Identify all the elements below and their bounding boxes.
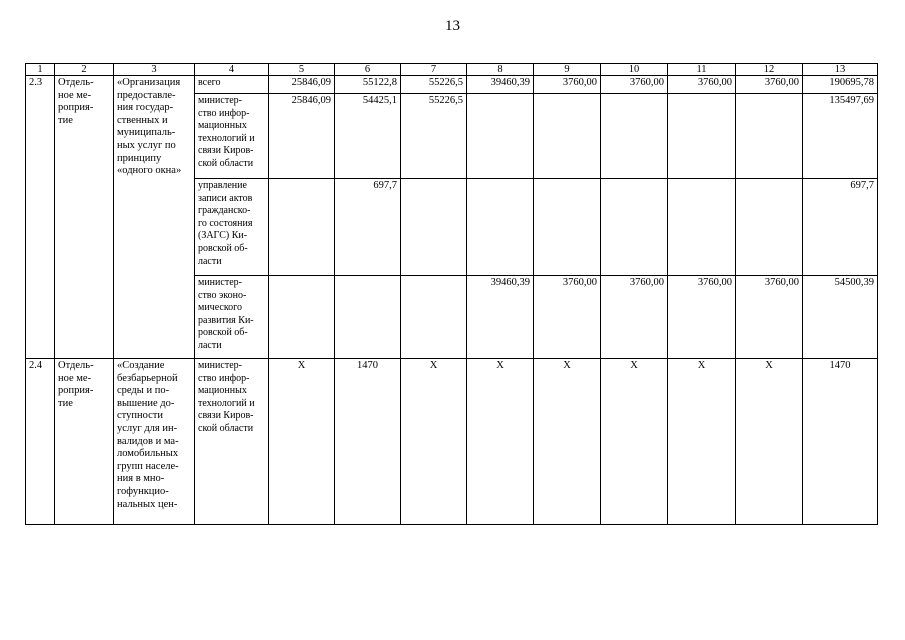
value-cell [401,179,467,276]
value-cell: 55226,5 [401,76,467,94]
column-header: 6 [335,64,401,76]
column-header: 2 [55,64,114,76]
measure-name: «Создание безбарьерной среды и по- вышение до- ступности услуг для ин- валидов и ма- ломобильных групп населе- ния в мно- гофункцио- нальных цен- [114,359,195,525]
value-cell [534,179,601,276]
value-cell: 54500,39 [803,276,878,359]
value-cell [668,179,736,276]
value-cell [601,179,668,276]
value-cell: 3760,00 [534,276,601,359]
value-cell: 697,7 [335,179,401,276]
column-header: 8 [467,64,534,76]
value-cell [269,179,335,276]
value-cell: Х [467,359,534,525]
column-header: 12 [736,64,803,76]
budget-table [25,63,878,525]
value-cell: 1470 [335,359,401,525]
measure-type: Отдель- ное ме- роприя- тие [55,359,114,525]
measure-type: Отдель- ное ме- роприя- тие [55,76,114,359]
executor-cell: управление записи актов гражданско- го состояния (ЗАГС) Ки- ровской об- ласти [195,179,269,276]
table-row [26,76,878,94]
row-number: 2.3 [26,76,55,359]
executor-cell: министер- ство инфор- мационных технологий и связи Киров- ской области [195,94,269,179]
value-cell: 3760,00 [668,276,736,359]
value-cell [534,94,601,179]
measure-name: «Организация предоставле- ния государ- ственных и муниципаль- ных услуг по принципу «одного окна» [114,76,195,359]
value-cell [269,276,335,359]
value-cell: 39460,39 [467,76,534,94]
value-cell: Х [534,359,601,525]
value-cell: Х [269,359,335,525]
value-cell: 55122,8 [335,76,401,94]
value-cell: 3760,00 [736,276,803,359]
table-header-row [26,64,878,76]
table-row [26,359,878,525]
value-cell: 190695,78 [803,76,878,94]
column-header: 9 [534,64,601,76]
value-cell [467,179,534,276]
value-cell: 3760,00 [601,276,668,359]
value-cell: Х [668,359,736,525]
value-cell: 25846,09 [269,76,335,94]
column-header: 10 [601,64,668,76]
executor-cell: министер- ство эконо- мического развития Ки- ровской об- ласти [195,276,269,359]
value-cell: 25846,09 [269,94,335,179]
value-cell: 3760,00 [534,76,601,94]
value-cell [736,179,803,276]
value-cell: 3760,00 [736,76,803,94]
value-cell [668,94,736,179]
column-header: 3 [114,64,195,76]
value-cell: Х [601,359,668,525]
value-cell: 55226,5 [401,94,467,179]
value-cell: Х [401,359,467,525]
value-cell: 697,7 [803,179,878,276]
column-header: 1 [26,64,55,76]
value-cell: 54425,1 [335,94,401,179]
value-cell [601,94,668,179]
executor-cell: министер- ство инфор- мационных технологий и связи Киров- ской области [195,359,269,525]
page-number: 13 [445,18,460,34]
column-header: 7 [401,64,467,76]
column-header: 4 [195,64,269,76]
row-number: 2.4 [26,359,55,525]
value-cell [736,94,803,179]
value-cell: Х [736,359,803,525]
value-cell: 135497,69 [803,94,878,179]
value-cell: 3760,00 [601,76,668,94]
executor-cell: всего [195,76,269,94]
column-header: 11 [668,64,736,76]
column-header: 13 [803,64,878,76]
value-cell: 3760,00 [668,76,736,94]
value-cell [467,94,534,179]
value-cell: 39460,39 [467,276,534,359]
value-cell [401,276,467,359]
column-header: 5 [269,64,335,76]
value-cell: 1470 [803,359,878,525]
value-cell [335,276,401,359]
